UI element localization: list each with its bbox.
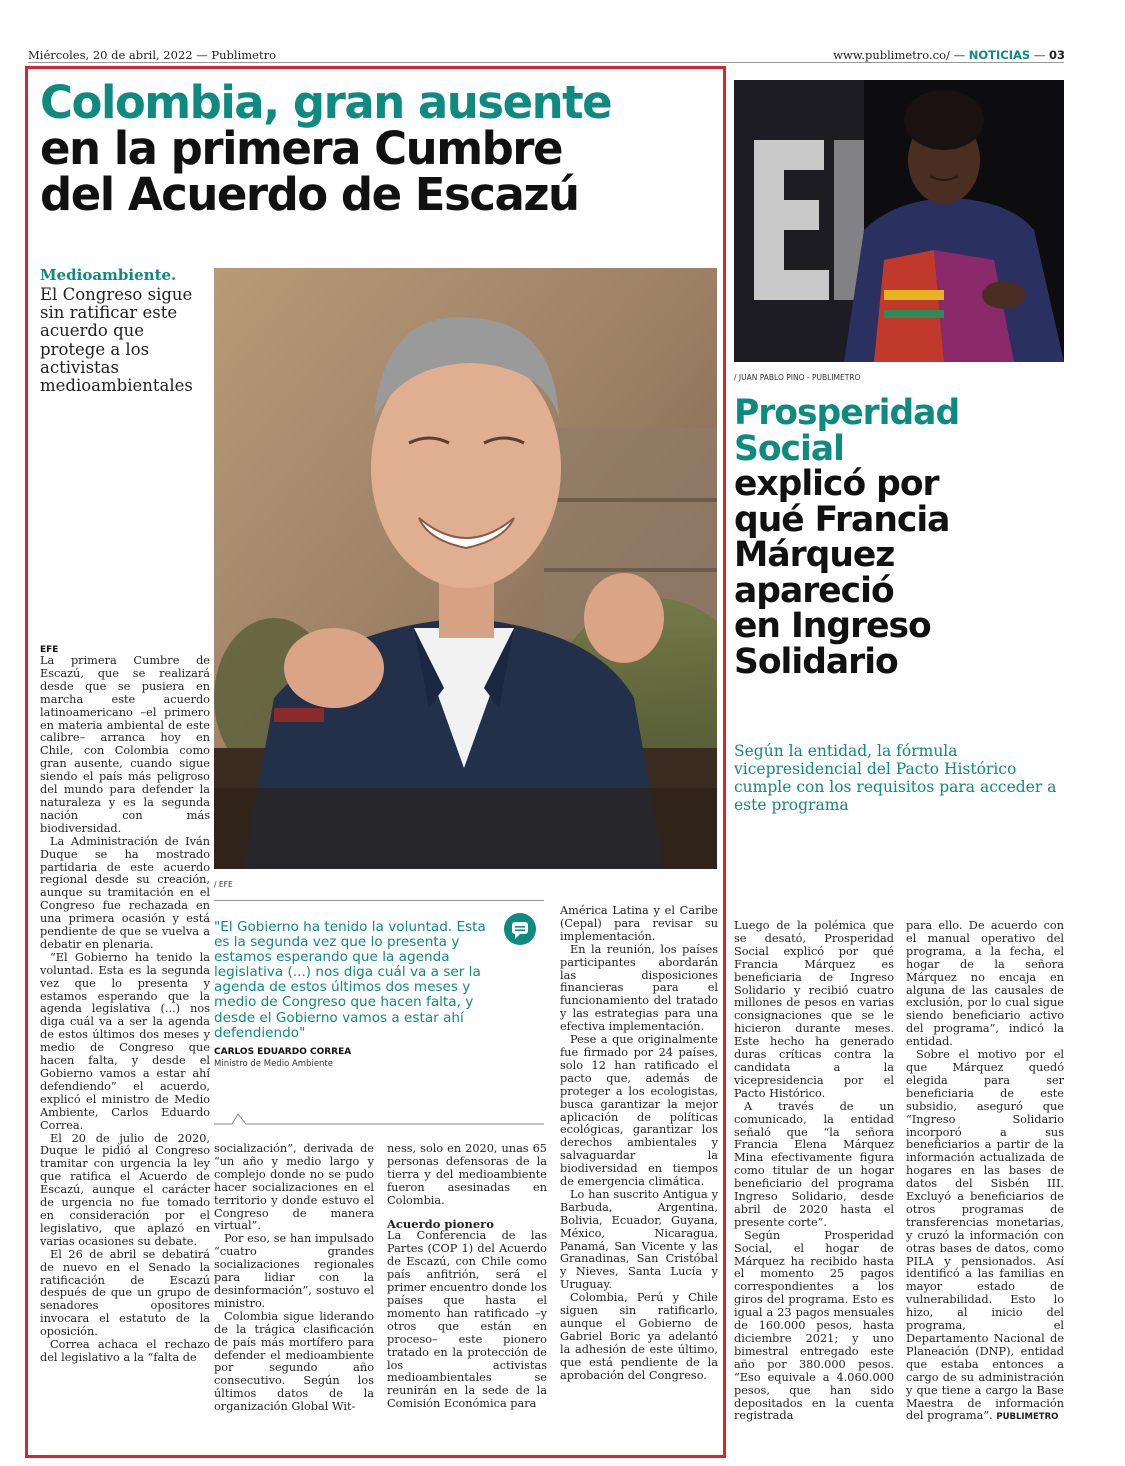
headline-line-1: Colombia, gran ausente xyxy=(40,76,612,129)
paragraph: socialización”, derivada de “un año y medio largo y complejo donde no se pudo hacer socializaciones en el territorio y donde estuvo el Congreso de manera virtual”. xyxy=(214,1142,374,1233)
side-headline-line: Prosperidad xyxy=(734,393,960,433)
main-col-2 xyxy=(214,1143,374,1414)
quote-top-rule xyxy=(214,900,544,901)
paragraph-text: Sobre el motivo por el que Márquez quedó elegida para ser beneficiaria de este subsidio, aseguró que “Ingreso Solidario incorporó a sus beneficiarios a partir de la información actualizada de hogares en las bases de datos del Sisbén III. Excluyó a beneficiarios de otros programas de transferencias monetarias, y cruzó la información con otras bases de datos, como PILA y pensionados. Así identificó a las familias en mayor estado de vulnerabilidad. Esto lo hizo, al inicio del programa, el Departamento Nacional de Planeación (DNP), entidad que estaba entonces a cargo de su administración y que tiene a cargo la Base Maestra de información del programa”. xyxy=(906,1048,1064,1423)
page-date-line: Miércoles, 20 de abril, 2022 — Publimetro xyxy=(28,48,277,62)
paragraph: Colombia sigue liderando de la trágica clasificación de país más mortífero para defender el medioambiente por segundo año consecutivo. Según los últimos datos de la organización Global Wit- xyxy=(214,1309,374,1414)
paragraph: “El Gobierno ha tenido la voluntad. Esta es la segunda vez que lo presenta y estamos esperando que la agenda legislativa (...) nos diga cuál va a ser la agenda de estos últimos dos meses y medio de Congreso que hacen falta, y desde el Gobierno vamos a estar ahí defendiendo” el acuerdo, explicó el ministro de Medio Ambiente, Carlos Eduardo Correa. xyxy=(40,950,210,1132)
side-col-2 xyxy=(906,920,1064,1424)
paragraph: Por eso, se han impulsado “cuatro grandes socializaciones regionales para lidiar con la desinformación”, sostuvo el ministro. xyxy=(214,1232,374,1310)
paragraph: En la reunión, los países participantes abordarán las disposiciones financieras para el funcionamiento del tratado y las estrategias para una efectiva implementación. xyxy=(560,942,718,1034)
side-col-1 xyxy=(734,920,894,1423)
side-photo-credit: / JUAN PABLO PINO - PUBLIMETRO xyxy=(734,373,861,382)
side-headline-line: apareció xyxy=(734,570,894,611)
main-col-1 xyxy=(40,655,210,1365)
paragraph: Pese a que originalmente fue firmado por 24 países, solo 12 han ratificado el pacto que, además de proteger a los ecologistas, busca garantizar la mejor aplicación de políticas ecológicas, garantizar los derechos ambientales y salvaguardar la biodiversidad en tiempos de emergencia climática. xyxy=(560,1033,718,1189)
header-divider xyxy=(28,62,1064,63)
paragraph: La Conferencia de las Partes (COP 1) del Acuerdo de Escazú, con Chile como país anfitrión, será el primer encuentro donde los países que hasta el momento han ratificado –y otros que están en proceso– este pionero tratado en la protección de los activistas medioambientales se reunirán en la sede de la Comisión Económica para xyxy=(387,1229,547,1411)
main-photo-credit: / EFE xyxy=(214,880,233,889)
page-header-right: www.publimetro.co/ — NOTICIAS — 03 xyxy=(833,48,1065,62)
paragraph: América Latina y el Caribe (Cepal) para revisar su implementación. xyxy=(560,904,718,943)
end-tag: PUBLIMETRO xyxy=(996,1412,1059,1423)
byline: EFE xyxy=(40,645,59,655)
section-name: NOTICIAS xyxy=(968,48,1031,62)
side-headline-line: explicó por xyxy=(734,464,939,504)
paragraph: Colombia, Perú y Chile siguen sin ratificarlo, aunque el Gobierno de Gabriel Boric ya adelantó la adhesión de este último, que está pendiente de la aprobación del Congreso. xyxy=(560,1291,718,1382)
main-headline xyxy=(40,76,730,221)
paragraph: El 26 de abril se debatirá de nuevo en el Senado la ratificación de Escazú después de que un grupo de senadores opositores invocara el estatuto de la oposición. xyxy=(40,1247,210,1339)
page-number: 03 xyxy=(1048,48,1065,62)
marquez-photo xyxy=(734,80,1064,362)
paragraph xyxy=(906,1049,1064,1424)
side-headline-line: Social xyxy=(734,428,844,469)
paragraph: La primera Cumbre de Escazú, que se realizará desde que se pusiera en marcha este acuerdo latinoamericano –el primero en materia ambiental de este calibre– arranca hoy en Chile, con Colombia como gran ausente, cuando sigue siendo el país más peligroso del mundo para defender la naturaleza y es la segunda nación con más biodiversidad. xyxy=(40,654,210,835)
quote-role: Ministro de Medio Ambiente xyxy=(214,1058,333,1069)
side-deck: Según la entidad, la fórmula vicepresidencial del Pacto Histórico cumple con los requisitos para acceder a este programa xyxy=(734,742,1057,814)
headline-line-3: del Acuerdo de Escazú xyxy=(40,168,579,221)
site-url[interactable]: www.publimetro.co/ xyxy=(833,48,950,62)
paragraph: A través de un comunicado, la entidad señaló que “la señora Francia Elena Márquez Mina efectivamente figura como titular de un hogar beneficiario del programa Ingreso Solidario, desde abril de 2020 hasta el presente corte”. xyxy=(734,1099,894,1229)
quote-author: CARLOS EDUARDO CORREA xyxy=(214,1046,352,1057)
side-headline-line: en Ingreso xyxy=(734,606,931,646)
paragraph: El 20 de julio de 2020, Duque le pidió al Congreso tramitar con urgencia la ley que ratifica el Acuerdo de Escazú, aunque el carácter de urgencia no fue tomado en consideración por el legislativo, que aplazó en varias ocasiones su debate. xyxy=(40,1131,210,1248)
quote-text: "El Gobierno ha tenido la voluntad. Esta es la segunda vez que lo presenta y estamos esperando que la agenda legislativa (...) nos diga cuál va a ser la agenda de estos últimos dos meses y medio de Congreso que hacen falta, y desde el Gobierno vamos a estar ahí defendiendo" xyxy=(214,919,486,1041)
kicker: Medioambiente. xyxy=(40,266,177,284)
marquez-photo-illustration xyxy=(734,80,1064,362)
paragraph: para ello. De acuerdo con el manual operativo del programa, a la fecha, el hogar de la señora Márquez no encaja en alguna de las causales de exclusión, por lo cual sigue siendo beneficiario activo del programa”, indicó la entidad. xyxy=(906,919,1064,1049)
side-headline-line: Márquez xyxy=(734,535,895,575)
paragraph: Lo han suscrito Antigua y Barbuda, Argentina, Bolivia, Ecuador, Guyana, México, Nicaragua, Panamá, San Vicente y las Granadinas, San Cristóbal y Nieves, Santa Lucía y Uruguay. xyxy=(560,1187,718,1292)
side-headline-line: qué Francia xyxy=(734,499,950,540)
side-headline-line: Solidario xyxy=(734,641,898,682)
minister-photo xyxy=(214,268,717,869)
main-col-4 xyxy=(560,905,718,1383)
subhead: Acuerdo pionero xyxy=(387,1216,494,1231)
side-headline xyxy=(734,393,1064,682)
pull-quote xyxy=(214,920,499,1069)
main-col-3 xyxy=(387,1143,547,1411)
deck: El Congreso sigue sin ratificar este acuerdo que protege a los activistas medioambientales xyxy=(40,285,193,396)
quote-bottom-rule xyxy=(214,1112,544,1132)
paragraph: Luego de la polémica que se desató, Prosperidad Social explicó por qué Francia Márquez es beneficiaria de Ingreso Solidario y recibió cuatro millones de pesos en varias consignaciones que se le hicieron durante meses. Este hecho ha generado duras críticas contra la candidata a la vicepresidencia por el Pacto Histórico. xyxy=(734,919,894,1100)
paragraph: Según Prosperidad Social, el hogar de Márquez ha recibido hasta el momento 25 pagos correspondientes a los giros del programa. Esto es igual a 23 pagos mensuales de 160.000 pesos, hasta diciembre 2021; y uno bimestral entregado este año por 380.000 pesos. “Eso equivale a 4.060.000 pesos, que han sido depositados en la cuenta registrada xyxy=(734,1228,894,1423)
paragraph: La Administración de Iván Duque se ha mostrado partidaria de este acuerdo regional desde su creación, aunque su tramitación en el Congreso fue rechazada en una primera ocasión y está pendiente de que se vuelva a debatir en plenaria. xyxy=(40,834,210,951)
headline-line-2: en la primera Cumbre xyxy=(40,122,563,175)
speech-bubble-icon xyxy=(503,912,537,946)
paragraph: Correa achaca el rechazo del legislativo a la “falta de xyxy=(40,1338,210,1364)
minister-photo-illustration xyxy=(214,268,717,869)
paragraph: ness, solo en 2020, unas 65 personas defensoras de la tierra y del medioambiente fueron asesinadas en Colombia. xyxy=(387,1142,547,1207)
